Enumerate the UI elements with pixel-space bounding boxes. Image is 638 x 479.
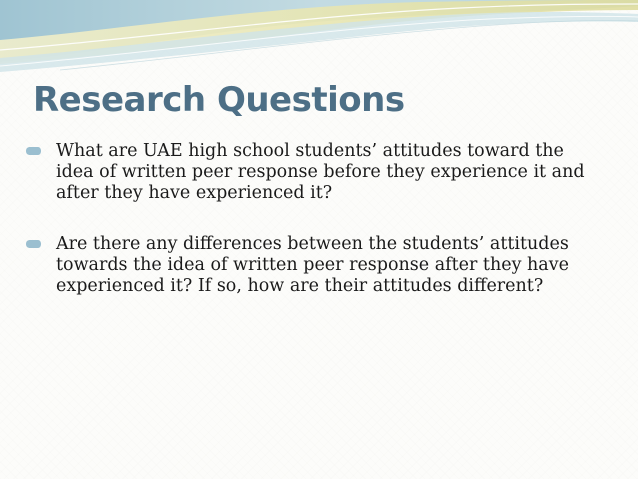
slide-title: Research Questions [33,80,405,120]
bullet-item-2 [24,234,604,297]
top-wave-decoration [0,0,638,80]
bullet-item-1 [24,141,604,204]
bullet-icon [24,145,42,157]
bullet-text: What are UAE high school students’ attitudes toward the idea of written peer response before they experience it and after they have experienced it? [56,141,585,203]
bullet-text: Are there any differences between the students’ attitudes towards the idea of written peer response after they have experienced it? If so, how are their attitudes different? [56,234,569,296]
bullet-list [24,141,604,327]
bullet-icon [24,238,42,250]
